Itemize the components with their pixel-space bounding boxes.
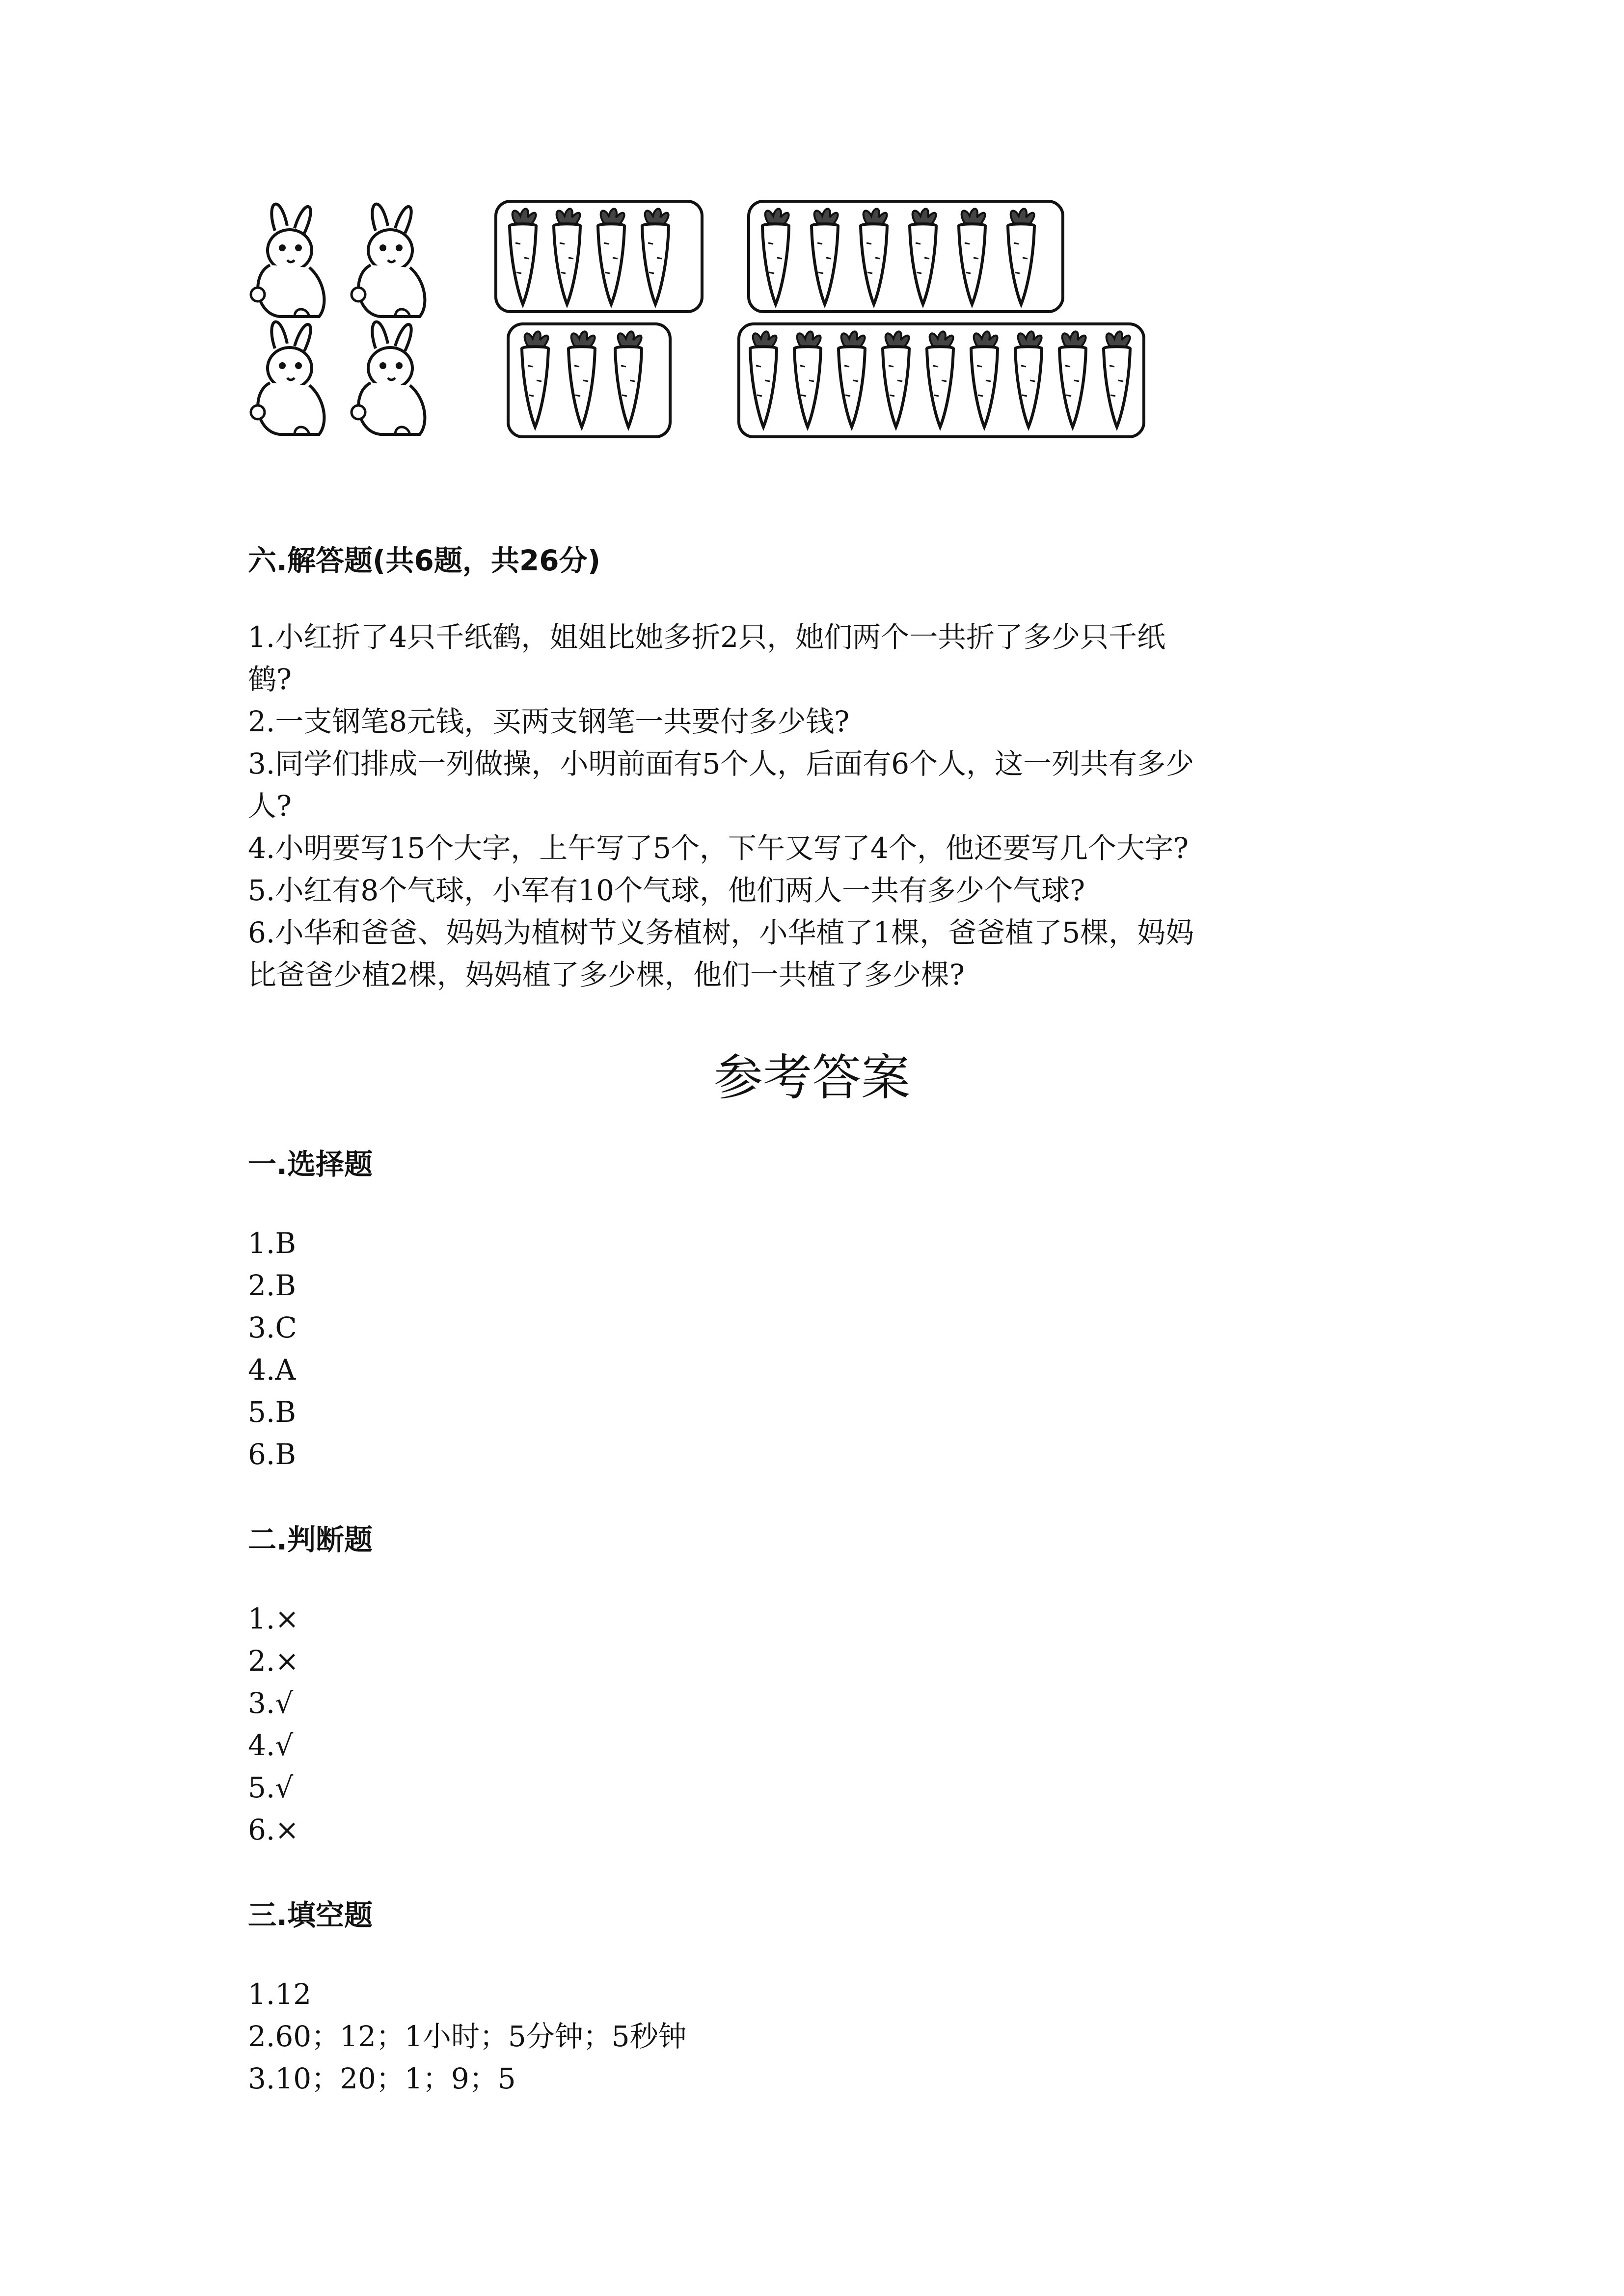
question-line: 4.小明要写15个大字，上午写了5个，下午又写了4个，他还要写几个大字? xyxy=(248,831,1189,865)
answer-item: 1.× xyxy=(248,1602,299,1635)
answer-item: 3.√ xyxy=(248,1686,294,1720)
answer-item: 6.× xyxy=(248,1813,299,1846)
answer-item: 3.C xyxy=(248,1311,297,1344)
answer-item: 5.√ xyxy=(248,1771,294,1804)
answer-item: 6.B xyxy=(248,1438,296,1471)
answer-item: 5.B xyxy=(248,1395,296,1429)
question-line: 2.一支钢笔8元钱，买两支钢笔一共要付多少钱? xyxy=(248,705,850,738)
answer-section-title: 三.填空题 xyxy=(248,1898,373,1932)
rabbit-icon xyxy=(352,204,425,317)
question-line: 6.小华和爸爸、妈妈为植树节义务植树，小华植了1棵，爸爸植了5棵，妈妈 xyxy=(248,916,1194,949)
question-line: 3.同学们排成一列做操，小明前面有5个人，后面有6个人，这一列共有多少 xyxy=(248,747,1194,780)
question-line: 5.小红有8个气球，小军有10个气球，他们两人一共有多少个气球? xyxy=(248,874,1085,907)
question-line: 人? xyxy=(248,789,292,823)
answer-item: 3.10；20；1；9；5 xyxy=(248,2062,516,2095)
rabbit-icon xyxy=(352,322,425,434)
rabbit-icon xyxy=(251,322,324,434)
answer-item: 2.60；12；1小时；5分钟；5秒钟 xyxy=(248,2020,687,2053)
answer-section-title: 一.选择题 xyxy=(248,1148,373,1181)
answer-section-title: 二.判断题 xyxy=(248,1523,373,1556)
answer-item: 1.12 xyxy=(248,1977,312,2011)
answer-item: 1.B xyxy=(248,1227,296,1260)
answer-item: 4.√ xyxy=(248,1729,294,1762)
answer-item: 2.B xyxy=(248,1269,296,1302)
section-title: 六.解答题(共6题，共26分) xyxy=(248,544,601,577)
question-line: 比爸爸少植2棵，妈妈植了多少棵，他们一共植了多少棵? xyxy=(248,958,965,991)
rabbit-icon xyxy=(251,204,324,317)
answer-item: 2.× xyxy=(248,1644,299,1678)
question-line: 1.小红折了4只千纸鹤，姐姐比她多折2只，她们两个一共折了多少只千纸 xyxy=(248,620,1166,654)
question-line: 鹤? xyxy=(248,663,292,696)
answers-title: 参考答案 xyxy=(714,1049,910,1106)
rabbits-carrots-illustration xyxy=(0,0,1624,466)
answer-item: 4.A xyxy=(248,1353,296,1387)
